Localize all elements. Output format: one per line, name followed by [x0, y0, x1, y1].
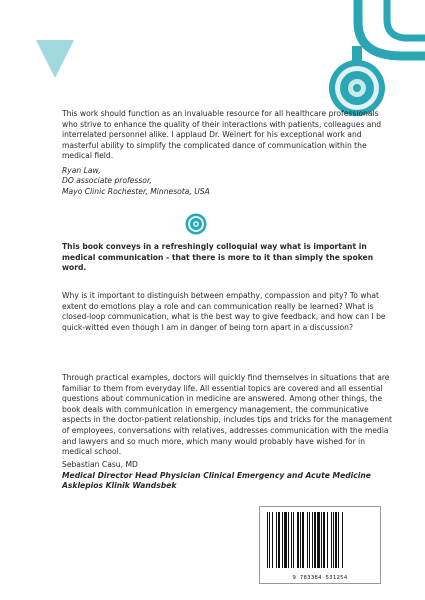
- intro-paragraph: This work should function as an invaluable resource for all healthcare professionals who strive to enhance the quality of their interactions with patients, colleagues and interrelated personnel alike. I applaud Dr. Weinert for his exceptional work and masterful ability to simplify the complicated dance of communication within the medical field.: [62, 109, 382, 161]
- barcode-bar: [338, 512, 339, 568]
- barcode-bar: [276, 512, 277, 568]
- barcode-bar: [291, 512, 292, 568]
- barcode-bar: [335, 512, 337, 568]
- barcode-icon: [266, 512, 374, 568]
- barcode-bar: [288, 512, 289, 568]
- endorser-affiliation: Mayo Clinic Rochester, Minnesota, USA: [62, 186, 210, 196]
- endorser-affiliation: Asklepios Klinik Wandsbek: [62, 481, 177, 491]
- isbn-number: 9 783384 531254: [292, 575, 348, 581]
- endorser-name: Ryan Law,: [62, 166, 101, 175]
- barcode-bar: [323, 512, 325, 568]
- barcode-bar: [272, 512, 273, 568]
- barcode-bar: [293, 512, 294, 568]
- barcode-bar: [267, 512, 268, 568]
- barcode-bar: [269, 512, 270, 568]
- endorsement-signature-2: [62, 460, 392, 492]
- barcode-bar: [321, 512, 322, 568]
- endorser-title: DO associate professor,: [62, 176, 152, 186]
- triangle-decoration-icon: [36, 40, 74, 78]
- barcode-bar: [282, 512, 283, 568]
- questions-paragraph: Why is it important to distinguish between empathy, compassion and pity? To what extent do emotions play a role and can communication really be learned? What is closed-loop communication, what is the best way to give feedback, and how can I be quick-witted even though I am in danger of being torn apart in a discussion?: [62, 291, 386, 332]
- barcode-bar: [302, 512, 304, 568]
- stethoscope-chestpiece-icon: [185, 213, 207, 235]
- barcode-bar: [278, 512, 280, 568]
- barcode-bar: [314, 512, 316, 568]
- barcode-bar: [333, 512, 334, 568]
- description-paragraph: Through practical examples, doctors will quickly find themselves in situations that are familiar to them from everyday life. All essential topics are covered and all essential questions about communication in medicine are answered. Among other things, the book deals with communication in emergency management, the communicative aspects in the doctor-patient relationship, includes tips and tricks for the management of employees, conversations with relatives, addresses communication with the media and lawyers and so much more, which many would probably have wished for in medical school.: [62, 373, 392, 457]
- endorsement-signature-1: [62, 166, 392, 197]
- barcode-bar: [331, 512, 332, 568]
- endorser-title: Medical Director Head Physician Clinical Emergency and Acute Medicine: [62, 470, 371, 480]
- barcode-bar: [327, 512, 328, 568]
- barcode-bar: [309, 512, 310, 568]
- barcode-bar: [342, 512, 343, 568]
- endorser-name: Sebastian Casu, MD: [62, 460, 138, 469]
- barcode-bar: [317, 512, 320, 568]
- barcode-bar: [300, 512, 301, 568]
- barcode-bar: [297, 512, 299, 568]
- lead-paragraph: This book conveys in a refreshingly colloquial way what is important in medical communication - that there is more to it than simply the spoken word.: [62, 242, 374, 273]
- barcode-bar: [312, 512, 313, 568]
- barcode: [259, 506, 381, 584]
- barcode-bar: [284, 512, 287, 568]
- barcode-bar: [307, 512, 308, 568]
